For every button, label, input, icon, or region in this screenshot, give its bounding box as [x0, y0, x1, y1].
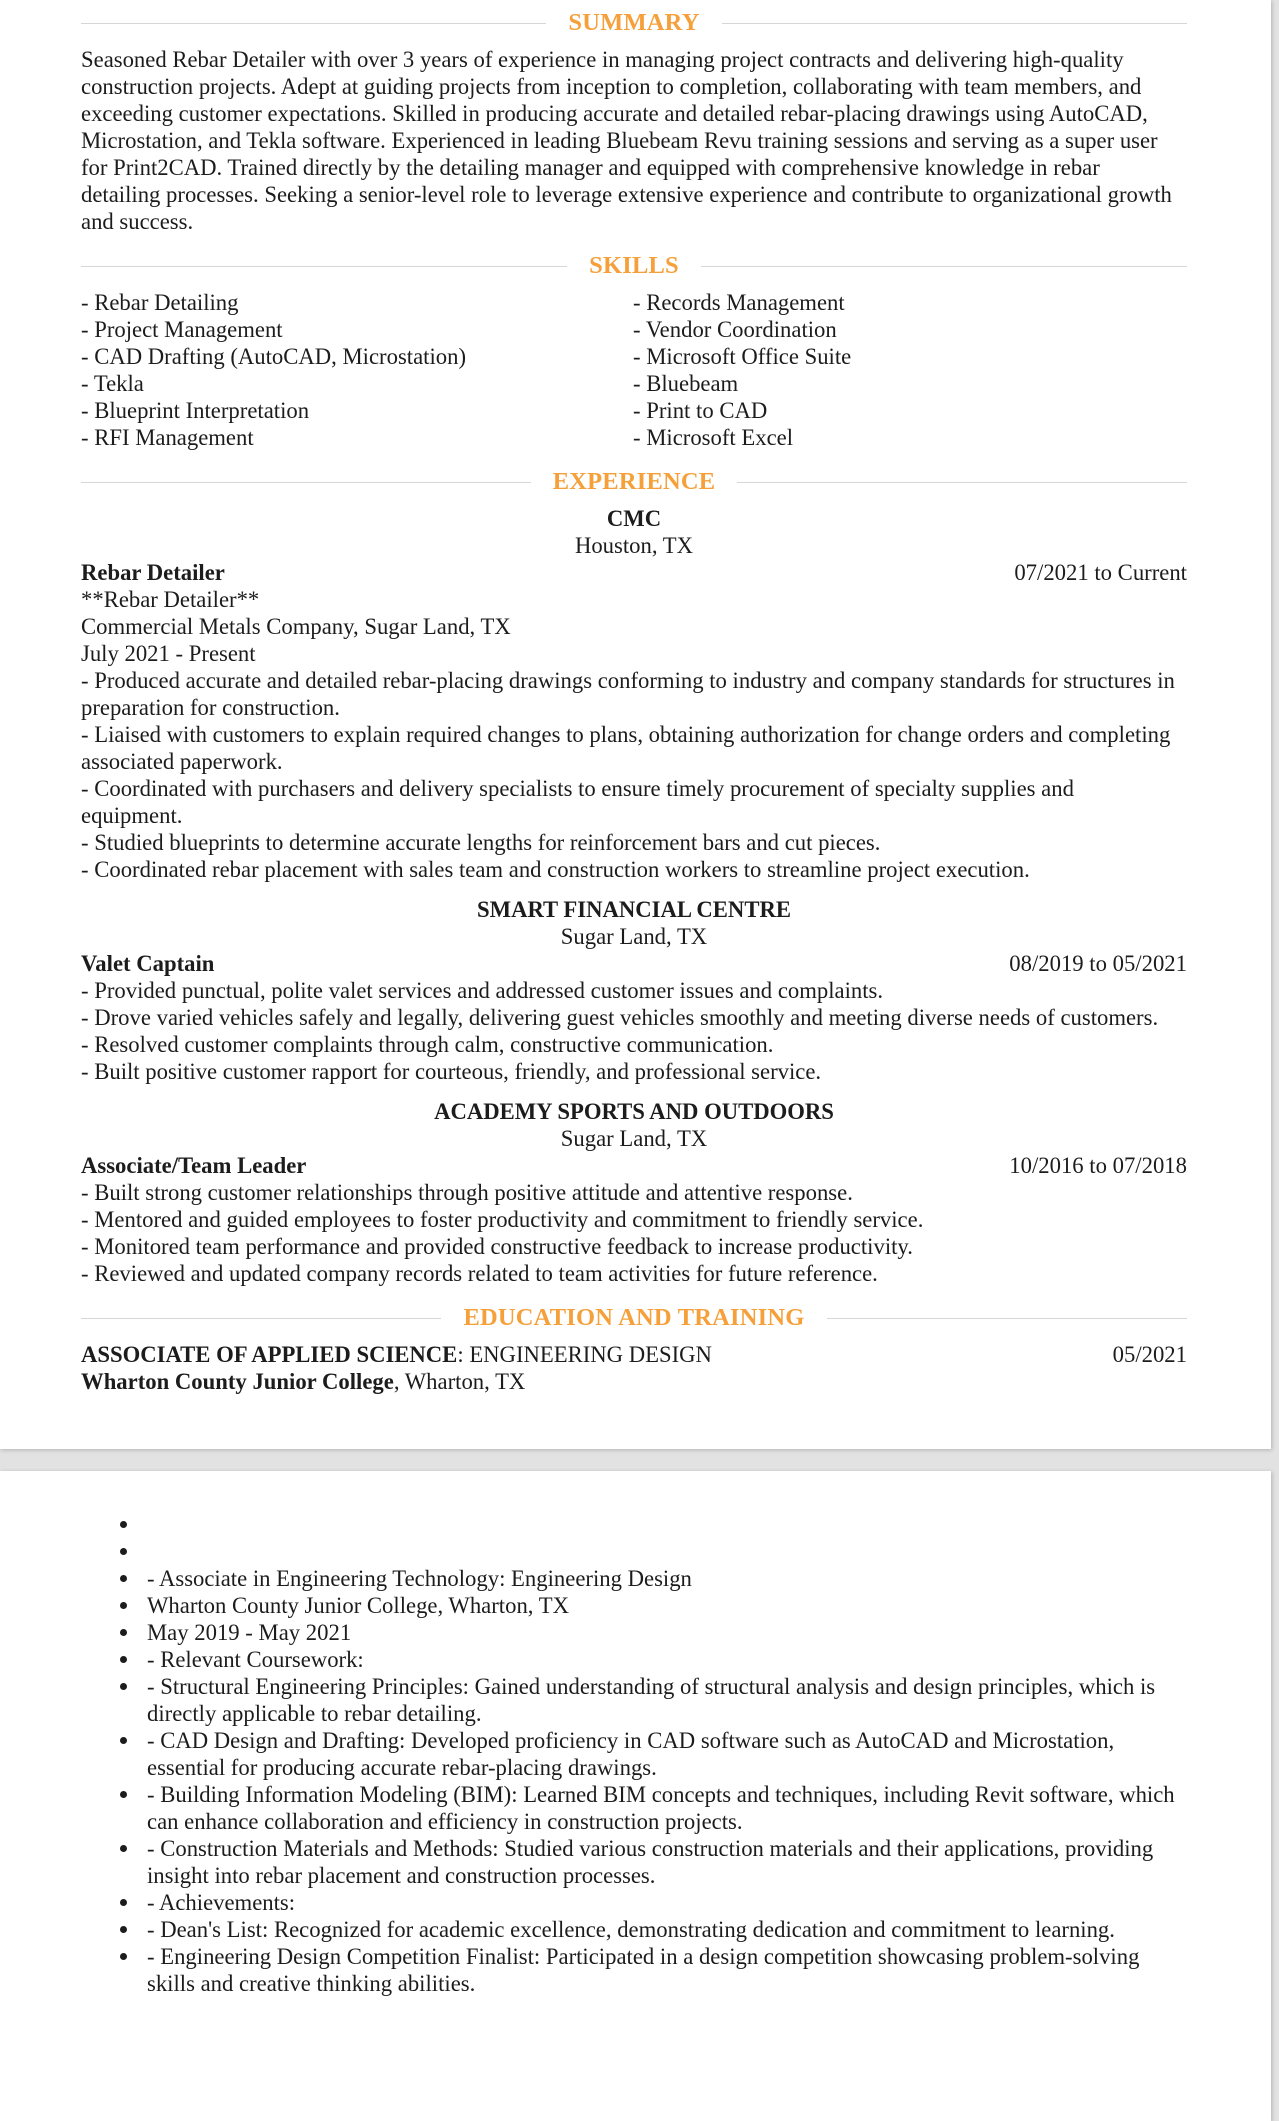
list-item — [0, 1673, 1271, 1727]
page-1-content — [81, 9, 1187, 1395]
list-item-line: - Building Information Modeling (BIM): Learned BIM concepts and techniques, including Revit software, which — [147, 1781, 1175, 1807]
skill-item: - Rebar Detailing — [81, 290, 239, 315]
company-location: Houston, TX — [574, 533, 694, 558]
education-section — [81, 1304, 1187, 1395]
skills-right-column — [633, 289, 1187, 451]
job-bullet-line: equipment. — [81, 803, 183, 828]
summary-line: exceeding customer expectations. Skilled in producing accurate and detailed rebar-placing drawings using AutoCAD, — [81, 101, 1148, 126]
list-item — [0, 1781, 1271, 1835]
list-item-line: skills and creative thinking abilities. — [147, 1970, 476, 1996]
job-bullet: - Provided punctual, polite valet services and addressed customer issues and complaints. — [81, 978, 884, 1003]
degree-row — [81, 1341, 1187, 1368]
job-bullet — [81, 775, 1187, 829]
bullet-icon — [120, 1629, 127, 1636]
degree-date: 05/2021 — [1112, 1342, 1187, 1367]
job-bullet — [81, 667, 1187, 721]
summary-line: and success. — [81, 209, 194, 234]
summary-line: for Print2CAD. Trained directly by the detailing manager and equipped with comprehensive knowledge in rebar — [81, 155, 1100, 180]
experience-section — [81, 468, 1187, 1287]
list-item — [0, 1916, 1271, 1943]
list-item-line: - Dean's List: Recognized for academic excellence, demonstrating dedication and commitment to learning. — [147, 1916, 1115, 1942]
job-bullet: - Monitored team performance and provided constructive feedback to increase productivity. — [81, 1234, 913, 1259]
list-item-line: essential for producing accurate rebar-placing drawings. — [147, 1754, 657, 1780]
list-item-line: - Structural Engineering Principles: Gained understanding of structural analysis and design principles, which is — [147, 1673, 1156, 1699]
resume-page-2 — [0, 1471, 1271, 2121]
experience-heading-label: EXPERIENCE — [552, 468, 716, 495]
job-bullet: - Built strong customer relationships through positive attitude and attentive response. — [81, 1180, 853, 1205]
company-name: ACADEMY SPORTS AND OUTDOORS — [434, 1099, 834, 1124]
job-dates: 10/2016 to 07/2018 — [1009, 1153, 1187, 1178]
skill-item: - Project Management — [81, 317, 283, 342]
bullet-icon — [120, 1575, 127, 1582]
summary-heading — [81, 9, 1187, 37]
job-entry-smart-financial-centre — [81, 896, 1187, 1085]
bullet-icon — [120, 1791, 127, 1798]
job-title: Rebar Detailer — [81, 560, 225, 585]
summary-line: construction projects. Adept at guiding projects from inception to completion, collaborating with team members, and — [81, 74, 1142, 99]
job-bullet-line: - Coordinated with purchasers and delivery specialists to ensure timely procurement of specialty supplies and — [81, 776, 1074, 801]
job-bullet: - Reviewed and updated company records related to team activities for future reference. — [81, 1261, 878, 1286]
company-name: SMART FINANCIAL CENTRE — [477, 897, 791, 922]
job-title: Associate/Team Leader — [81, 1153, 307, 1178]
job-detail: **Rebar Detailer** — [81, 587, 260, 612]
job-bullet: - Drove varied vehicles safely and legally, delivering guest vehicles smoothly and meeting diverse needs of customers. — [81, 1005, 1159, 1030]
skill-item: - CAD Drafting (AutoCAD, Microstation) — [81, 344, 467, 369]
list-item-line: May 2019 - May 2021 — [147, 1619, 352, 1645]
list-item — [0, 1727, 1271, 1781]
bullet-icon — [120, 1926, 127, 1933]
company-location: Sugar Land, TX — [560, 1126, 708, 1151]
skills-left-column — [81, 289, 633, 451]
job-bullet-line: - Liaised with customers to explain required changes to plans, obtaining authorization for change orders and completing — [81, 722, 1171, 747]
skill-item: - Print to CAD — [633, 398, 768, 423]
job-bullet-line: - Produced accurate and detailed rebar-placing drawings conforming to industry and company standards for structures in — [81, 668, 1175, 693]
job-bullet — [81, 829, 1187, 856]
bullet-icon — [120, 1602, 127, 1609]
school-separator: , — [393, 1369, 405, 1394]
company-name: CMC — [606, 506, 662, 531]
list-item-line: Wharton County Junior College, Wharton, TX — [147, 1592, 569, 1618]
list-item — [0, 1592, 1271, 1619]
job-detail: Commercial Metals Company, Sugar Land, TX — [81, 614, 511, 639]
list-item-line: insight into rebar placement and construction processes. — [147, 1862, 656, 1888]
list-item — [0, 1619, 1271, 1646]
job-bullet: - Resolved customer complaints through calm, constructive communication. — [81, 1032, 774, 1057]
skill-item: - Records Management — [633, 290, 845, 315]
job-bullet: - Mentored and guided employees to foster productivity and commitment to friendly service. — [81, 1207, 924, 1232]
job-entry-cmc — [81, 505, 1187, 883]
bullet-icon — [120, 1548, 127, 1555]
list-item — [0, 1835, 1271, 1889]
skills-heading-label: SKILLS — [589, 252, 679, 279]
job-dates: 08/2019 to 05/2021 — [1009, 951, 1187, 976]
list-item-line: - Relevant Coursework: — [147, 1646, 364, 1672]
list-item — [0, 1943, 1271, 1997]
job-bullet-line: preparation for construction. — [81, 695, 340, 720]
school-name: Wharton County Junior College — [81, 1369, 394, 1394]
job-title: Valet Captain — [81, 951, 215, 976]
job-bullet — [81, 856, 1187, 883]
summary-line: Microstation, and Tekla software. Experienced in leading Bluebeam Revu training sessions and serving as a super user — [81, 128, 1158, 153]
list-item — [0, 1646, 1271, 1673]
summary-text — [81, 46, 1187, 235]
company-location: Sugar Land, TX — [560, 924, 708, 949]
list-item — [0, 1565, 1271, 1592]
school-row — [81, 1368, 1187, 1395]
list-item-line: - Associate in Engineering Technology: Engineering Design — [147, 1565, 692, 1591]
job-detail: July 2021 - Present — [81, 641, 256, 666]
degree-field: ENGINEERING DESIGN — [469, 1342, 712, 1367]
list-item — [0, 1511, 1271, 1538]
bullet-icon — [120, 1683, 127, 1690]
job-bullet — [81, 721, 1187, 775]
job-title-row — [81, 559, 1187, 586]
job-bullet-line: - Studied blueprints to determine accurate lengths for reinforcement bars and cut pieces. — [81, 830, 881, 855]
list-item-line: - Construction Materials and Methods: Studied various construction materials and their applications, providing — [147, 1835, 1154, 1861]
summary-heading-label: SUMMARY — [568, 9, 700, 36]
job-title-row — [81, 950, 1187, 977]
summary-section — [81, 9, 1187, 235]
skill-item: - Microsoft Office Suite — [633, 344, 852, 369]
bullet-icon — [120, 1953, 127, 1960]
list-item-line: - CAD Design and Drafting: Developed proficiency in CAD software such as AutoCAD and Microstation, — [147, 1727, 1115, 1753]
summary-line: detailing processes. Seeking a senior-level role to leverage extensive experience and contribute to organizational growth — [81, 182, 1172, 207]
skill-item: - Vendor Coordination — [633, 317, 837, 342]
job-bullet: - Built positive customer rapport for courteous, friendly, and professional service. — [81, 1059, 822, 1084]
skills-heading — [81, 252, 1187, 280]
degree-name: ASSOCIATE OF APPLIED SCIENCE — [81, 1342, 458, 1367]
job-entry-academy-sports — [81, 1098, 1187, 1287]
skill-item: - Blueprint Interpretation — [81, 398, 310, 423]
bullet-icon — [120, 1656, 127, 1663]
skill-item: - RFI Management — [81, 425, 254, 450]
list-item — [0, 1889, 1271, 1916]
education-heading-label: EDUCATION AND TRAINING — [463, 1304, 805, 1331]
skill-item: - Microsoft Excel — [633, 425, 794, 450]
job-bullet-line: - Coordinated rebar placement with sales team and construction workers to streamline project execution. — [81, 857, 1030, 882]
list-item-line: directly applicable to rebar detailing. — [147, 1700, 482, 1726]
bullet-icon — [120, 1899, 127, 1906]
skills-grid — [81, 289, 1187, 451]
bullet-icon — [120, 1737, 127, 1744]
skills-section — [81, 252, 1187, 451]
bullet-icon — [120, 1845, 127, 1852]
list-item-line: - Achievements: — [147, 1889, 296, 1915]
skill-item: - Tekla — [81, 371, 144, 396]
summary-line: Seasoned Rebar Detailer with over 3 years of experience in managing project contracts and delivering high-quality — [81, 47, 1124, 72]
experience-heading — [81, 468, 1187, 496]
job-title-row — [81, 1152, 1187, 1179]
list-item-line: - Engineering Design Competition Finalist: Participated in a design competition showcasing problem-solving — [147, 1943, 1140, 1969]
education-heading — [81, 1304, 1187, 1332]
education-details-list — [0, 1511, 1271, 1997]
list-item — [0, 1538, 1271, 1565]
job-bullet-line: associated paperwork. — [81, 749, 283, 774]
list-item-line: can enhance collaboration and efficiency in construction projects. — [147, 1808, 743, 1834]
job-dates: 07/2021 to Current — [1014, 560, 1187, 585]
skill-item: - Bluebeam — [633, 371, 739, 396]
school-location: Wharton, TX — [404, 1369, 526, 1394]
bullet-icon — [120, 1521, 127, 1528]
degree-separator: : — [457, 1342, 470, 1367]
degree-text — [81, 1341, 712, 1368]
